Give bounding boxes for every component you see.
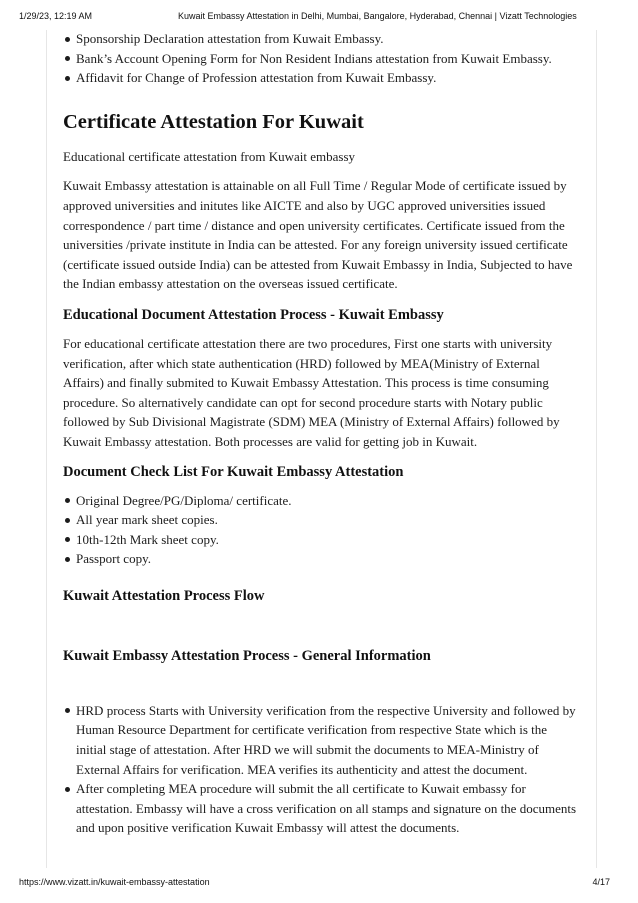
list-item: HRD process Starts with University verification from the respective University and followed by Human Resource Department for certificate verification from respective State which is the initial stage of attestation. After HRD we will submit the documents to MEA-Ministry of External Affairs for verification. MEA verifies its authenticity and attest the document.	[76, 701, 577, 779]
print-header	[0, 11, 638, 25]
general-info-list	[63, 701, 577, 838]
list-item: Sponsorship Declaration attestation from Kuwait Embassy.	[76, 29, 577, 49]
checklist-item: All year mark sheet copies.	[76, 510, 577, 530]
checklist-item: Passport copy.	[76, 549, 577, 569]
print-footer	[0, 877, 638, 891]
article-content	[63, 29, 577, 838]
print-page-number: 4/17	[592, 877, 610, 887]
page-border-left	[46, 30, 47, 868]
page-border-right	[596, 30, 597, 868]
checklist-item: Original Degree/PG/Diploma/ certificate.	[76, 491, 577, 511]
list-item: Affidavit for Change of Profession attestation from Kuwait Embassy.	[76, 68, 577, 88]
section-title: Certificate Attestation For Kuwait	[63, 110, 364, 133]
checklist-heading: Document Check List For Kuwait Embassy Attestation	[63, 463, 404, 480]
list-item: After completing MEA procedure will submit the all certificate to Kuwait embassy for attestation. Embassy will have a cross verification on all stamps and signature on the documents and upon positive verification Kuwait Embassy will attest the documents.	[76, 779, 577, 838]
process-heading: Educational Document Attestation Process - Kuwait Embassy	[63, 306, 444, 323]
attestation-documents-list	[63, 29, 577, 88]
process-flow-heading: Kuwait Attestation Process Flow	[63, 587, 265, 604]
print-datetime: 1/29/23, 12:19 AM	[19, 11, 93, 21]
general-info-heading: Kuwait Embassy Attestation Process - General Information	[63, 647, 431, 664]
checklist-item: 10th-12th Mark sheet copy.	[76, 530, 577, 550]
print-url: https://www.vizatt.in/kuwait-embassy-attestation	[19, 877, 210, 887]
eligibility-paragraph: Kuwait Embassy attestation is attainable on all Full Time / Regular Mode of certificate issued by approved universities and initutes like AICTE and also by UGC approved universities issued correspondence / part time / distance and open university certificates. Certificate issued from the universities /private institute in India can be attested. For any foreign university issued certificate (certificate issued outside India) can be attested from Kuwait Embassy in India, Subjected to have the Indian embassy attestation on the overseas issued certificate.	[63, 178, 573, 292]
intro-text: Educational certificate attestation from Kuwait embassy	[63, 148, 356, 164]
list-item: Bank’s Account Opening Form for Non Resident Indians attestation from Kuwait Embassy.	[76, 49, 577, 69]
print-page-title: Kuwait Embassy Attestation in Delhi, Mumbai, Bangalore, Hyderabad, Chennai | Vizatt Technologies	[178, 11, 577, 21]
process-paragraph: For educational certificate attestation there are two procedures, First one starts with university verification, after which state authentication (HRD) followed by MEA(Ministry of External Affairs) and finally submited to Kuwait Embassy Attestation. This process is time consuming procedure. So alternatively candidate can opt for second procedure starts with Notary public followed by Sub Divisional Magistrate (SDM) MEA (Ministry of External Affairs) followed by Kuwait Embassy attestation. Both processes are valid for getting job in Kuwait.	[63, 335, 560, 449]
document-checklist	[63, 491, 577, 569]
